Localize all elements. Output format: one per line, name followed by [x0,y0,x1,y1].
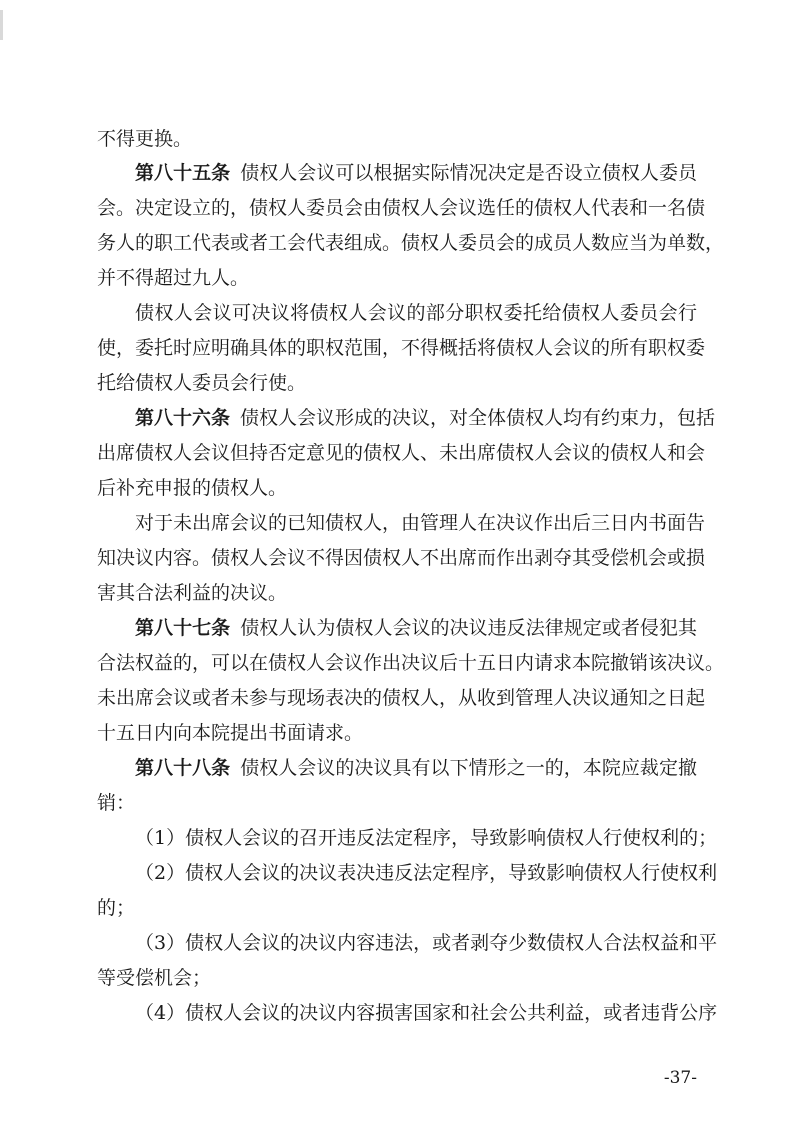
text-line: 十五日内向本院提出书面请求。 [97,722,364,744]
list-item-line: （3）债权人会议的决议内容违法，或者剥夺少数债权人合法权益和平 [135,932,718,954]
list-item-line: （4）债权人会议的决议内容损害国家和社会公共利益，或者违背公序 [135,1002,718,1024]
text-line: 后补充申报的债权人。 [97,477,288,499]
article-number: 第八十六条 [135,407,231,429]
text-line: 使，委托时应明确具体的职权范围，不得概括将债权人会议的所有职权委 [97,337,706,359]
text-line: 务人的职工代表或者工会代表组成。债权人委员会的成员人数应当为单数， [97,232,725,254]
text-line: 的； [97,897,136,919]
article-number: 第八十七条 [135,617,231,639]
article-heading-line: 第八十六条 债权人会议形成的决议，对全体债权人均有约束力，包括 [135,407,716,429]
article-heading-line: 第八十五条 债权人会议可以根据实际情况决定是否设立债权人委员 [135,162,697,184]
text-line: 并不得超过九人。 [97,267,250,289]
article-number: 第八十八条 [135,757,231,779]
article-number: 第八十五条 [135,162,231,184]
list-item-line: （1）债权人会议的召开违反法定程序，导致影响债权人行使权利的； [135,827,718,849]
text-line: 知决议内容。债权人会议不得因债权人不出席而作出剥夺其受偿机会或损 [97,547,706,569]
text-line: 不得更换。 [97,128,193,150]
list-item-line: （2）债权人会议的决议表决违反法定程序，导致影响债权人行使权利 [135,862,718,884]
scan-edge-mark [0,10,3,40]
text-line: 托给债权人委员会行使。 [97,372,307,394]
text-line: 合法权益的，可以在债权人会议作出决议后十五日内请求本院撤销该决议。 [97,652,725,674]
page-number: -37- [663,1068,697,1088]
text-line: 害其合法利益的决议。 [97,582,288,604]
text-line: 对于未出席会议的已知债权人，由管理人在决议作出后三日内书面告 [135,512,706,534]
text-line: 会。决定设立的，债权人委员会由债权人会议选任的债权人代表和一名债 [97,197,706,219]
text-line: 未出席会议或者未参与现场表决的债权人，从收到管理人决议通知之日起 [97,687,706,709]
article-heading-line: 第八十七条 债权人认为债权人会议的决议违反法律规定或者侵犯其 [135,617,697,639]
article-heading-line: 第八十八条 债权人会议的决议具有以下情形之一的，本院应裁定撤 [135,757,697,779]
text-line: 销： [97,792,136,814]
text-line: 等受偿机会； [97,967,212,989]
text-line: 债权人会议可决议将债权人会议的部分职权委托给债权人委员会行 [135,302,697,324]
text-line: 出席债权人会议但持否定意见的债权人、未出席债权人会议的债权人和会 [97,442,706,464]
